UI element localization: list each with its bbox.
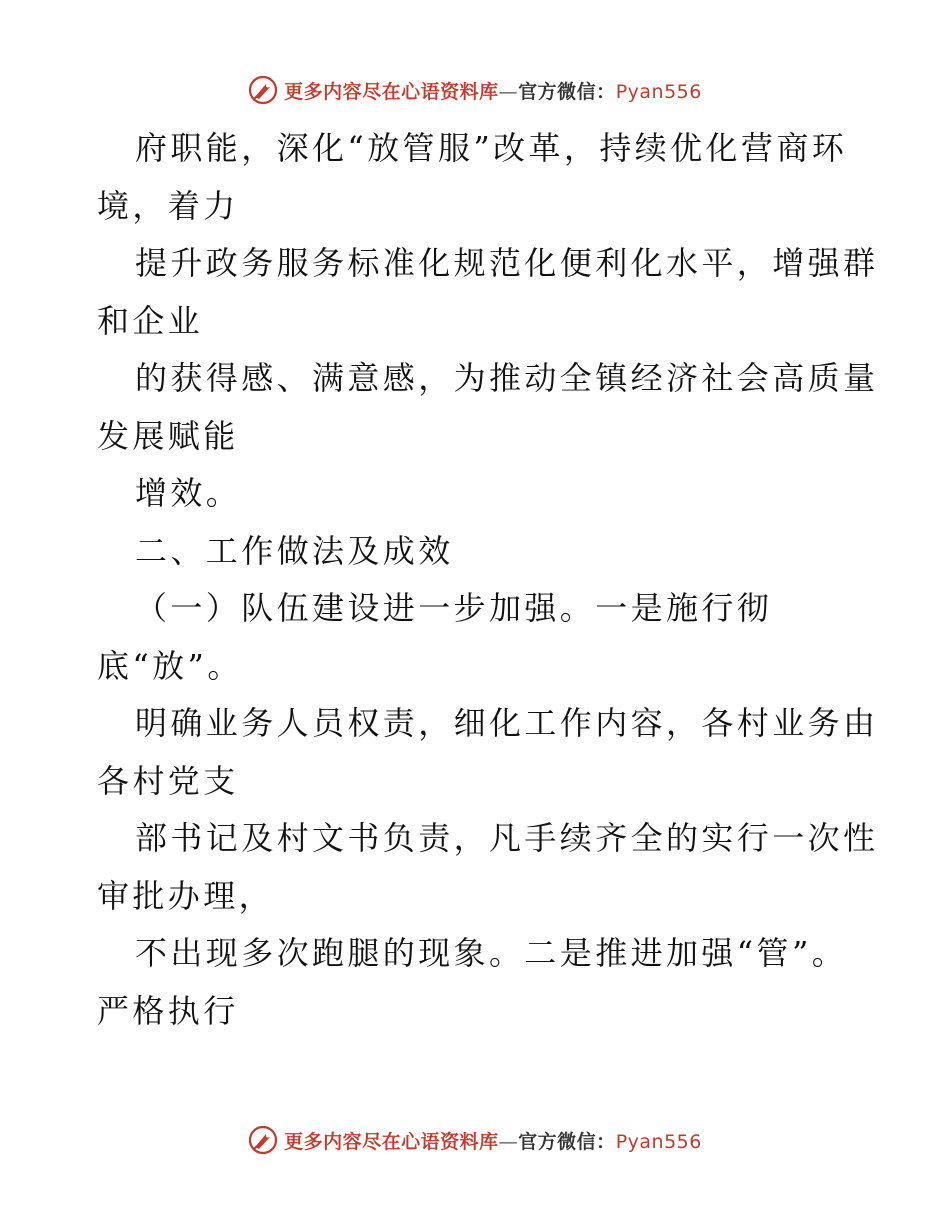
paragraph-line: 审批办理， <box>97 876 275 915</box>
paragraph-line: 增效。 <box>135 474 242 512</box>
watermark-title: 更多内容尽在心语资料库 <box>284 80 499 103</box>
watermark-text <box>284 1127 702 1154</box>
paragraph-line: 提升政务服务标准化规范化便利化水平，增强群 <box>135 244 879 282</box>
paragraph-line: 不出现多次跑腿的现象。二是推进加强“管”。 <box>135 934 848 972</box>
footer-watermark <box>0 1122 950 1158</box>
watermark-text <box>284 77 702 104</box>
paragraph-line: 各村党支 <box>97 761 239 800</box>
pen-nib-logo-icon <box>248 75 278 105</box>
paragraph-line: 的获得感、满意感，为推动全镇经济社会高质量 <box>135 359 879 397</box>
watermark-label: 官方微信： <box>518 1130 616 1153</box>
watermark-title: 更多内容尽在心语资料库 <box>284 1130 499 1153</box>
paragraph-line: 和企业 <box>97 301 204 340</box>
header-watermark <box>0 72 950 108</box>
watermark-id: Pyan556 <box>615 80 702 103</box>
paragraph-line: 底“放”。 <box>97 646 243 685</box>
document-body <box>97 120 879 1040</box>
paragraph-line: 发展赋能 <box>97 416 239 455</box>
paragraph-line: 部书记及村文书负责，凡手续齐全的实行一次性 <box>135 819 879 857</box>
pen-nib-logo-icon <box>248 1125 278 1155</box>
paragraph-line: 府职能，深化“放管服”改革，持续优化营商环 <box>135 129 848 167</box>
paragraph-line: 明确业务人员权责，细化工作内容，各村业务由 <box>135 704 879 742</box>
paragraph-line: 境，着力 <box>97 186 239 225</box>
watermark-label: 官方微信： <box>518 80 616 103</box>
watermark-separator: — <box>498 80 519 103</box>
watermark-id: Pyan556 <box>615 1130 702 1153</box>
paragraph-line: （一）队伍建设进一步加强。一是施行彻 <box>135 589 773 627</box>
paragraph-line: 严格执行 <box>97 991 239 1030</box>
paragraph-line: 二、工作做法及成效 <box>135 531 454 570</box>
watermark-separator: — <box>498 1130 519 1153</box>
